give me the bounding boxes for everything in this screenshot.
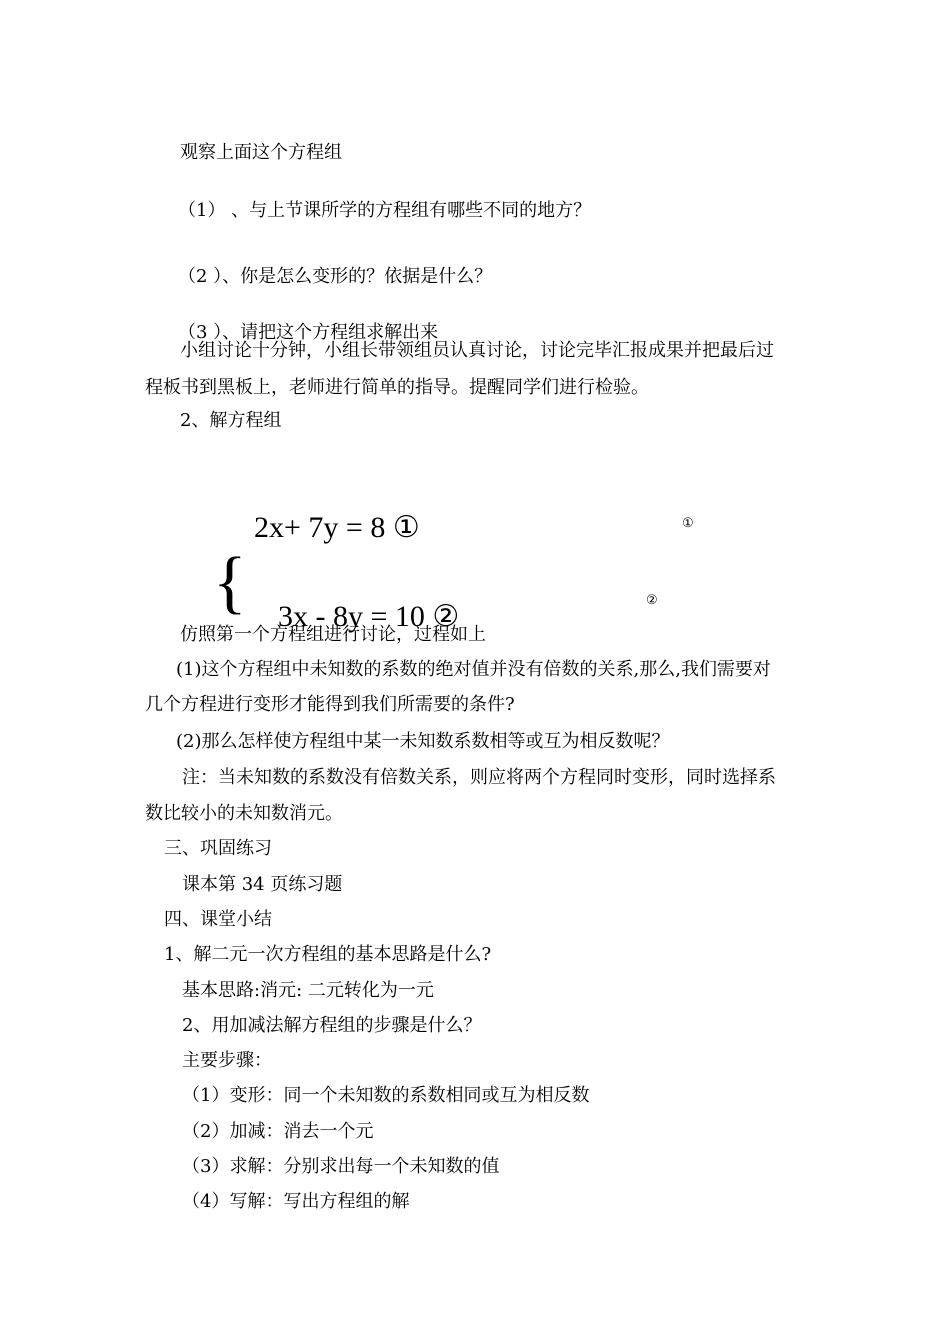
summary-answer-1: 基本思路:消元: 二元转化为一元: [182, 980, 434, 1001]
equation-marker-2: ②: [646, 593, 658, 608]
discussion-paragraph-line1: 小组讨论十分钟，小组长带领组员认真讨论，讨论完毕汇报成果并把最后过: [180, 340, 774, 361]
question-3: （3 ）、请把这个方程组求解出来: [178, 322, 439, 343]
question-1: （1） 、与上节课所学的方程组有哪些不同的地方？: [178, 200, 592, 221]
observe-intro: 观察上面这个方程组: [180, 142, 342, 163]
summary-heading: 四、课堂小结: [164, 909, 272, 930]
imitation-point-1-line1: (1)这个方程组中未知数的系数的绝对值并没有倍数的关系,那么,我们需要对: [176, 659, 771, 680]
equation-brace: {: [213, 544, 247, 621]
practice-heading: 三、巩固练习: [164, 838, 272, 859]
note-line1: 注：当未知数的系数没有倍数关系，则应将两个方程同时变形，同时选择系: [182, 767, 776, 788]
step-1: （1）变形：同一个未知数的系数相同或互为相反数: [182, 1085, 590, 1106]
summary-question-1: 1、解二元一次方程组的基本思路是什么?: [164, 944, 492, 965]
imitation-point-1-line2: 几个方程进行变形才能得到我们所需要的条件?: [145, 694, 515, 715]
equation-2: 3x - 8y = 10 ②: [278, 600, 460, 633]
imitation-intro: 仿照第一个方程组进行讨论，过程如上: [180, 624, 486, 645]
question-2: （2 ）、你是怎么变形的？依据是什么？: [178, 266, 493, 287]
equation-1: 2x+ 7y = 8 ①: [254, 511, 420, 544]
equation-marker-1: ①: [682, 516, 694, 531]
practice-content: 课本第 34 页练习题: [182, 874, 343, 895]
step-2: （2）加减：消去一个元: [182, 1121, 374, 1142]
item-2-heading: 2、解方程组: [180, 410, 282, 431]
step-3: （3）求解：分别求出每一个未知数的值: [182, 1156, 500, 1177]
note-line2: 数比较小的未知数消元。: [145, 803, 343, 824]
step-4: （4）写解：写出方程组的解: [182, 1191, 410, 1212]
discussion-paragraph-line2: 程板书到黑板上，老师进行简单的指导。提醒同学们进行检验。: [145, 377, 649, 398]
imitation-point-2: (2)那么怎样使方程组中某一未知数系数相等或互为相反数呢？: [176, 731, 670, 752]
summary-question-2: 2、用加减法解方程组的步骤是什么？: [182, 1015, 482, 1036]
steps-label: 主要步骤：: [182, 1050, 272, 1071]
